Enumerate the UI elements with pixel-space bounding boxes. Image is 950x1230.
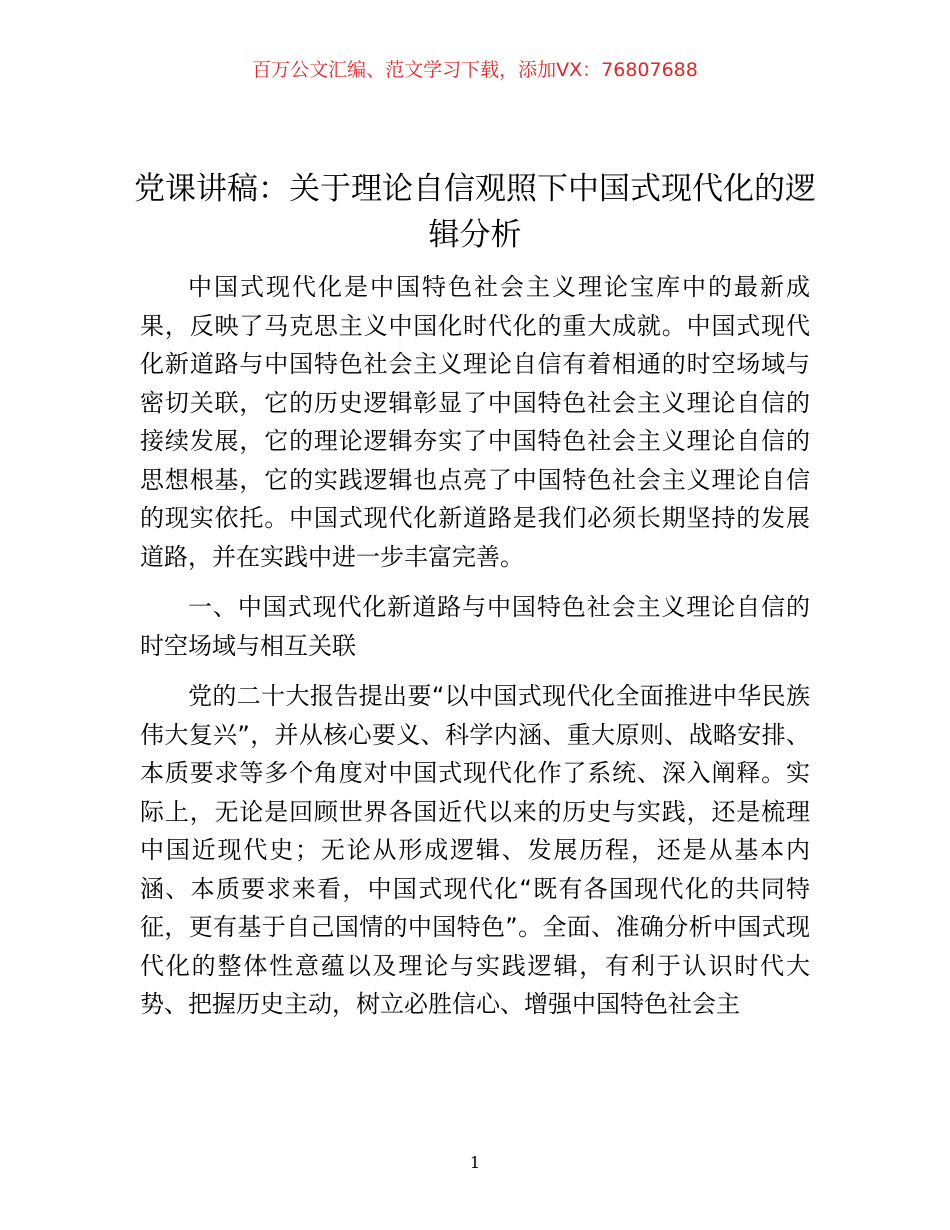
section-heading-1: 一、中国式现代化新道路与中国特色社会主义理论自信的时空场域与相互关联 xyxy=(140,593,810,660)
paragraph-section-1: 党的二十大报告提出要“以中国式现代化全面推进中华民族伟大复兴”，并从核心要义、科学内涵、重大原则、战略安排、本质要求等多个角度对中国式现代化作了系统、深入阐释。实际上，无论是回顾世界各国近代以来的历史与实践，还是梳理中国近现代史；无论从形成逻辑、发展历程，还是从基本内涵、本质要求来看，中国式现代化“既有各国现代化的共同特征，更有基于自己国情的中国特色”。全面、准确分析中国式现代化的整体性意蕴以及理论与实践逻辑，有利于认识时代大势、把握历史主动，树立必胜信心、增强中国特色社会主 xyxy=(140,682,810,1018)
page-number: 1 xyxy=(469,1153,481,1172)
paragraph-intro: 中国式现代化是中国特色社会主义理论宝库中的最新成果，反映了马克思主义中国化时代化的重大成就。中国式现代化新道路与中国特色社会主义理论自信有着相通的时空场域与密切关联，它的历史逻辑彰显了中国特色社会主义理论自信的接续发展，它的理论逻辑夯实了中国特色社会主义理论自信的思想根基，它的实践逻辑也点亮了中国特色社会主义理论自信的现实依托。中国式现代化新道路是我们必须长期坚持的发展道路，并在实践中进一步丰富完善。 xyxy=(140,273,810,571)
document-body xyxy=(140,268,810,1036)
header-note: 百万公文汇编、范文学习下载，添加VX：76807688 xyxy=(252,59,698,81)
document-title: 党课讲稿：关于理论自信观照下中国式现代化的逻辑分析 xyxy=(134,171,816,253)
